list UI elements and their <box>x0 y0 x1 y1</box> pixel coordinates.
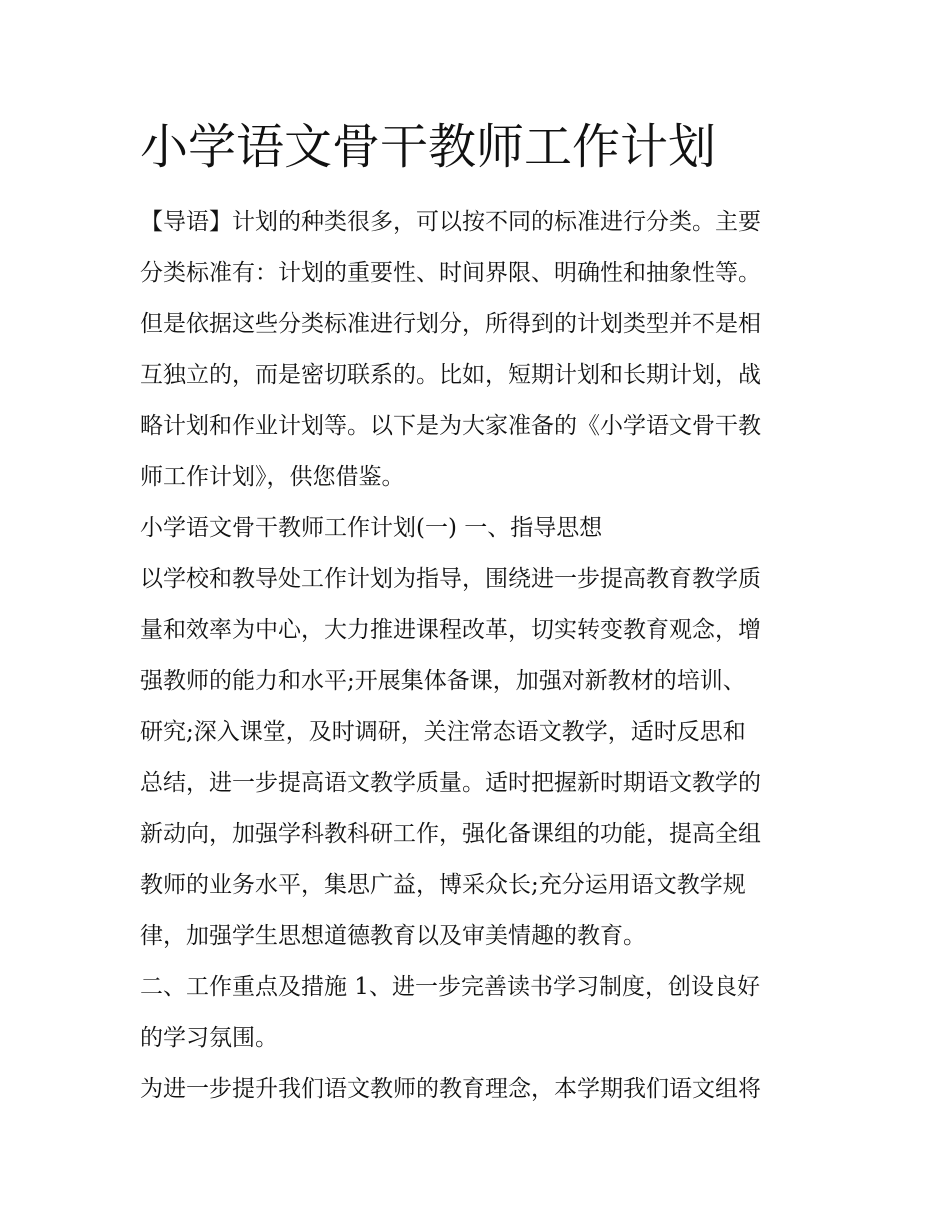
intro-line-2: 分类标准有：计划的重要性、时间界限、明确性和抽象性等。 <box>140 260 761 286</box>
intro-line-4: 互独立的，而是密切联系的。比如，短期计划和长期计划，战 <box>140 362 761 388</box>
body-line-4: 研究;深入课堂，及时调研，关注常态语文教学，适时反思和 <box>140 719 746 745</box>
body-line-2: 量和效率为中心，大力推进课程改革，切实转变教育观念，增 <box>140 617 761 643</box>
body-line-1: 以学校和教导处工作计划为指导，围绕进一步提高教育教学质 <box>140 566 761 592</box>
body-line-5: 总结，进一步提高语文教学质量。适时把握新时期语文教学的 <box>140 770 761 796</box>
body-line-3: 强教师的能力和水平;开展集体备课，加强对新教材的培训、 <box>140 668 746 694</box>
section-heading-2: 二、工作重点及措施 1、进一步完善读书学习制度，创设良好 <box>140 974 760 1000</box>
intro-line-3: 但是依据这些分类标准进行划分，所得到的计划类型并不是相 <box>140 311 761 337</box>
document-title: 小学语文骨干教师工作计划 <box>140 119 717 175</box>
body-line-9: 的学习氛围。 <box>140 1025 278 1051</box>
intro-line-6: 师工作计划》，供您借鉴。 <box>140 464 405 490</box>
intro-line-5: 略计划和作业计划等。以下是为大家准备的《小学语文骨干教 <box>140 413 761 439</box>
body-line-7: 教师的业务水平，集思广益，博采众长;充分运用语文教学规 <box>140 872 746 898</box>
body-line-8: 律，加强学生思想道德教育以及审美情趣的教育。 <box>140 923 646 949</box>
intro-line-1: 【导语】计划的种类很多，可以按不同的标准进行分类。主要 <box>140 209 761 235</box>
body-line-10: 为进一步提升我们语文教师的教育理念，本学期我们语文组将 <box>140 1076 761 1102</box>
section-heading-1: 小学语文骨干教师工作计划(一) 一、指导思想 <box>140 515 603 541</box>
body-line-6: 新动向，加强学科教科研工作，强化备课组的功能，提高全组 <box>140 821 761 847</box>
